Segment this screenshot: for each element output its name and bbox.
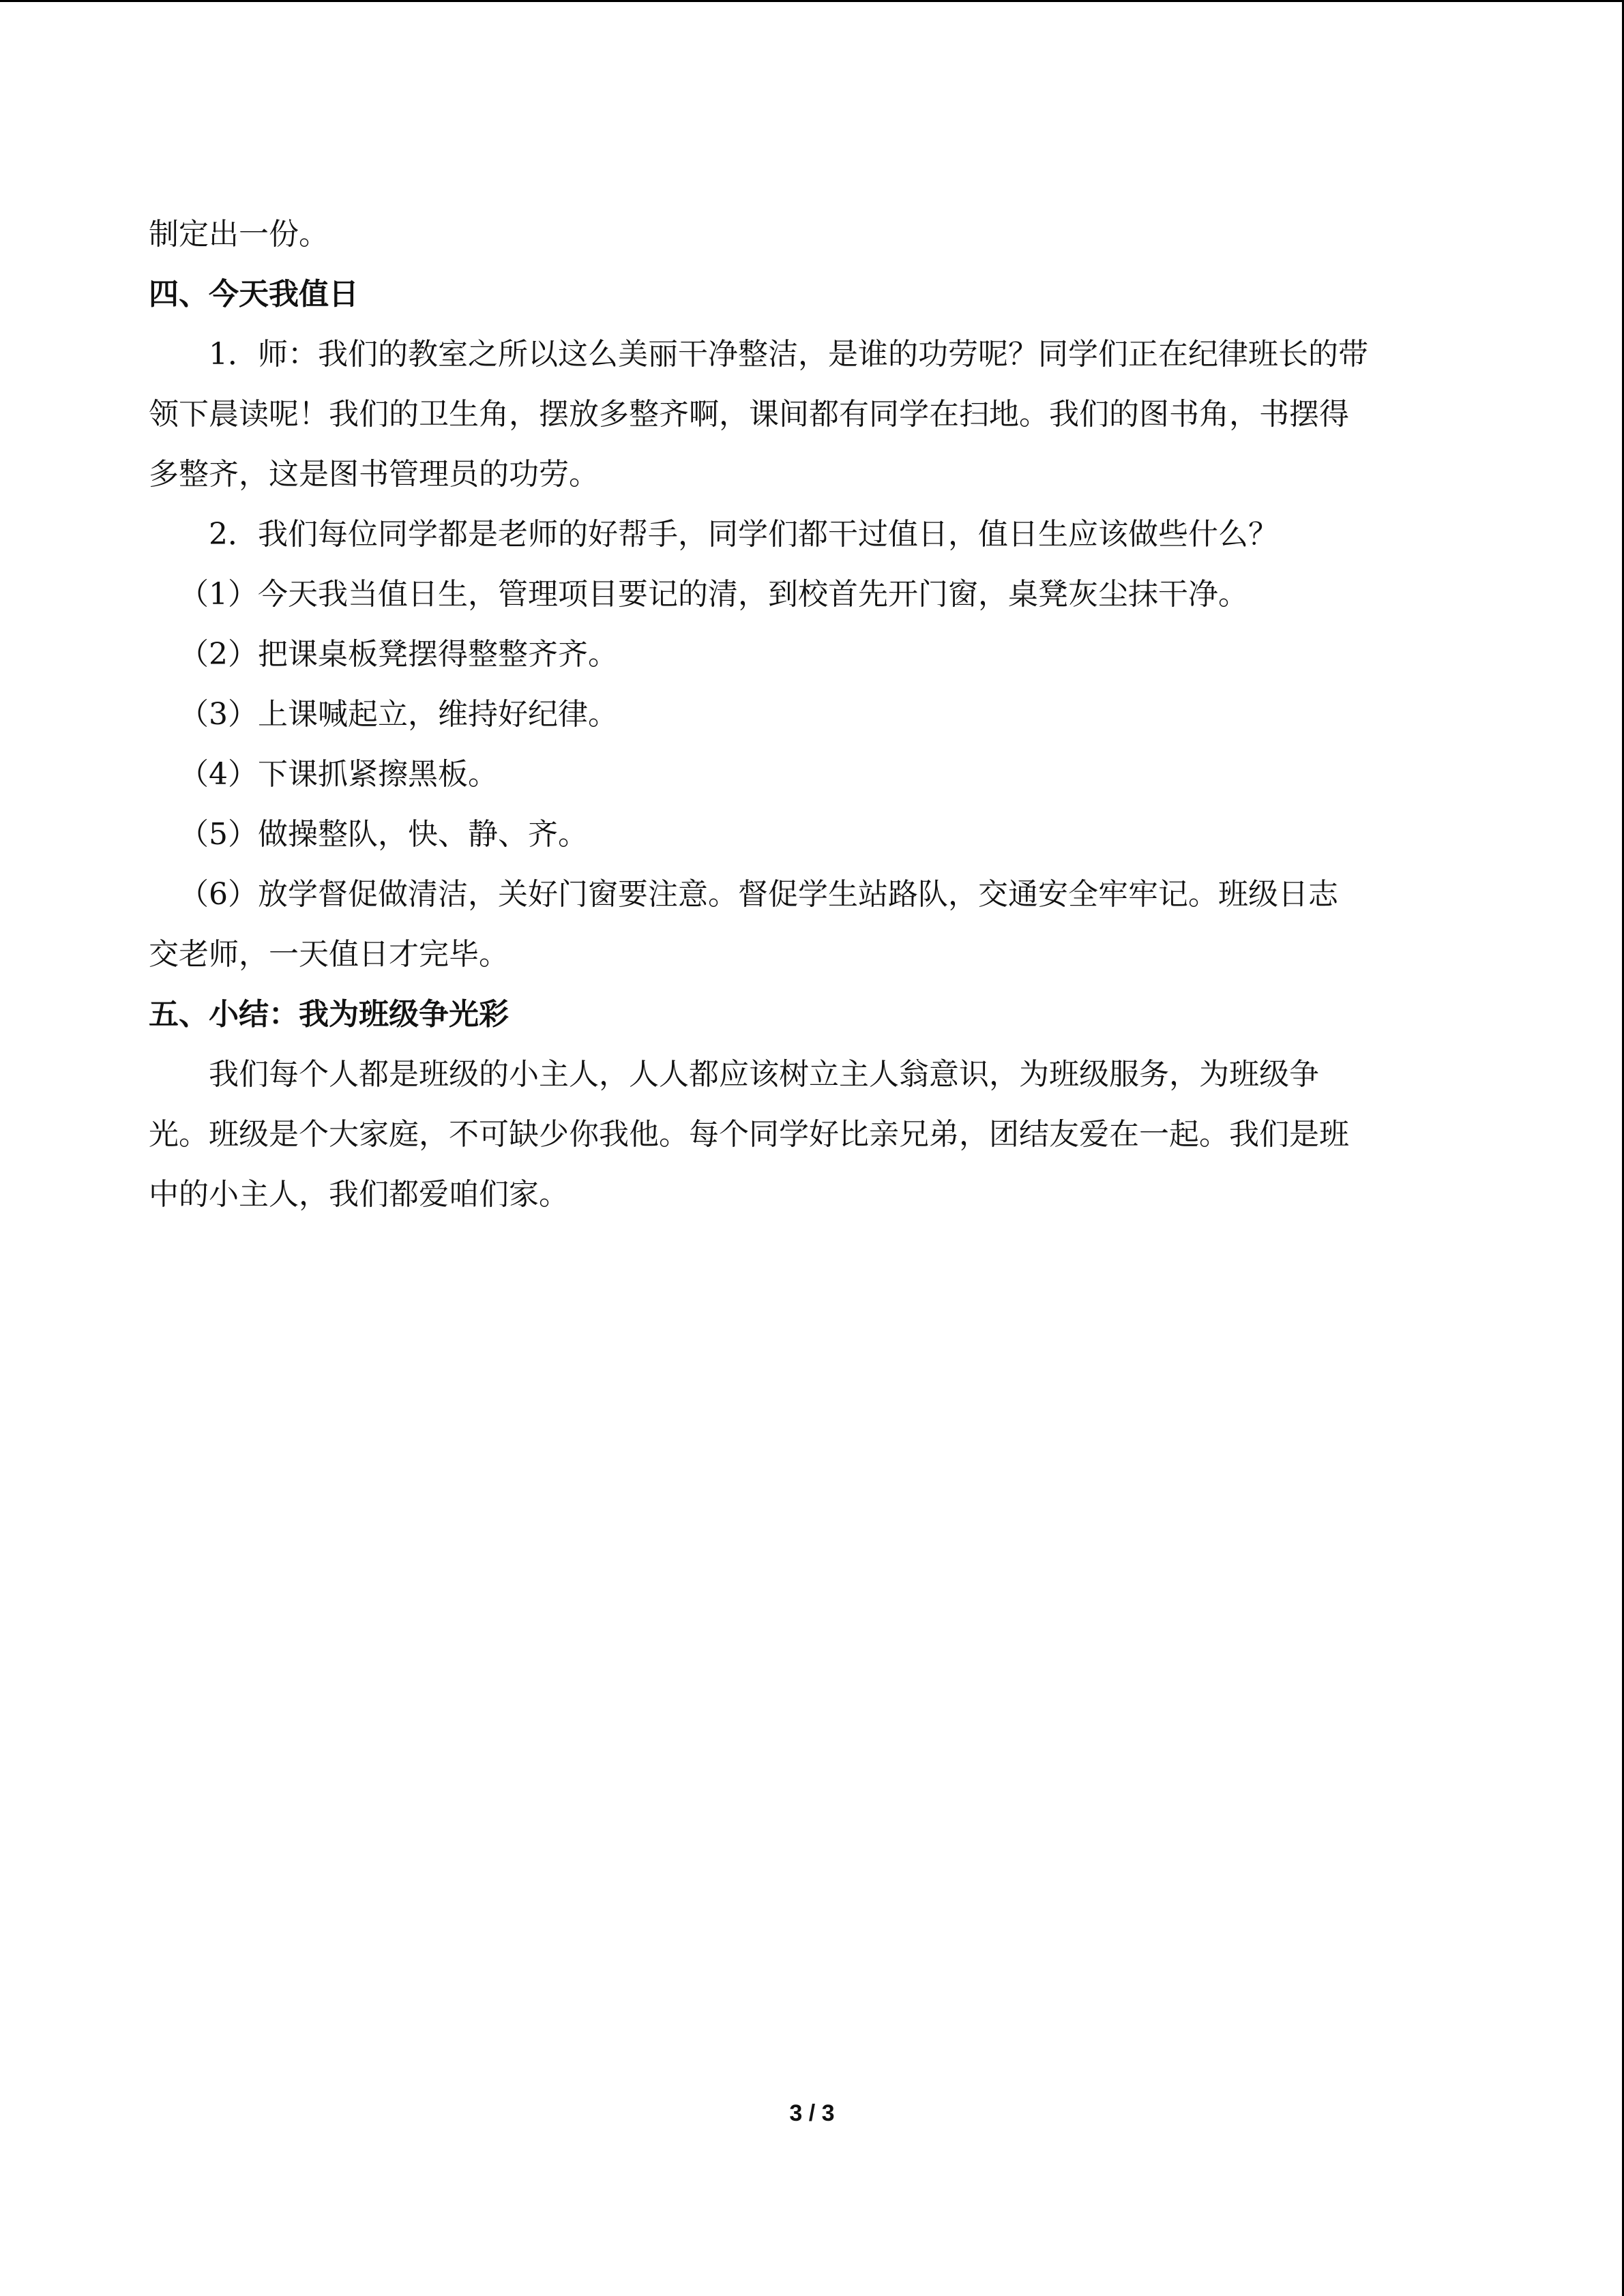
text-line: 多整齐，这是图书管理员的功劳。 bbox=[149, 457, 599, 492]
text-line: 中的小主人，我们都爱咱们家。 bbox=[149, 1177, 569, 1212]
page-number: 3 / 3 bbox=[789, 2100, 835, 2126]
section-heading-duty: 四、今天我值日 bbox=[149, 277, 359, 312]
list-item: （5）做操整队，快、静、齐。 bbox=[179, 817, 588, 852]
text-line: 光。班级是个大家庭，不可缺少你我他。每个同学好比亲兄弟，团结友爱在一起。我们是班 bbox=[149, 1117, 1349, 1152]
section-heading-summary: 五、小结：我为班级争光彩 bbox=[149, 997, 509, 1032]
list-item: （4）下课抓紧擦黑板。 bbox=[179, 757, 498, 792]
text-line: 2．我们每位同学都是老师的好帮手，同学们都干过值日，值日生应该做些什么？ bbox=[209, 517, 1278, 552]
list-item: （2）把课桌板凳摆得整整齐齐。 bbox=[179, 637, 618, 672]
text-line: 1．师：我们的教室之所以这么美丽干净整洁，是谁的功劳呢？同学们正在纪律班长的带 bbox=[209, 337, 1368, 372]
list-item: （1）今天我当值日生，管理项目要记的清，到校首先开门窗，桌凳灰尘抹干净。 bbox=[179, 577, 1248, 612]
list-item: （6）放学督促做清洁，关好门窗要注意。督促学生站路队，交通安全牢牢记。班级日志 bbox=[179, 877, 1338, 912]
text-line: 我们每个人都是班级的小主人，人人都应该树立主人翁意识，为班级服务，为班级争 bbox=[209, 1057, 1319, 1092]
text-line: 交老师，一天值日才完毕。 bbox=[149, 937, 509, 972]
text-line: 制定出一份。 bbox=[149, 217, 329, 252]
document-body bbox=[149, 205, 1482, 1225]
list-item: （3）上课喊起立，维持好纪律。 bbox=[179, 697, 618, 732]
text-line: 领下晨读呢！我们的卫生角，摆放多整齐啊，课间都有同学在扫地。我们的图书角，书摆得 bbox=[149, 397, 1349, 432]
